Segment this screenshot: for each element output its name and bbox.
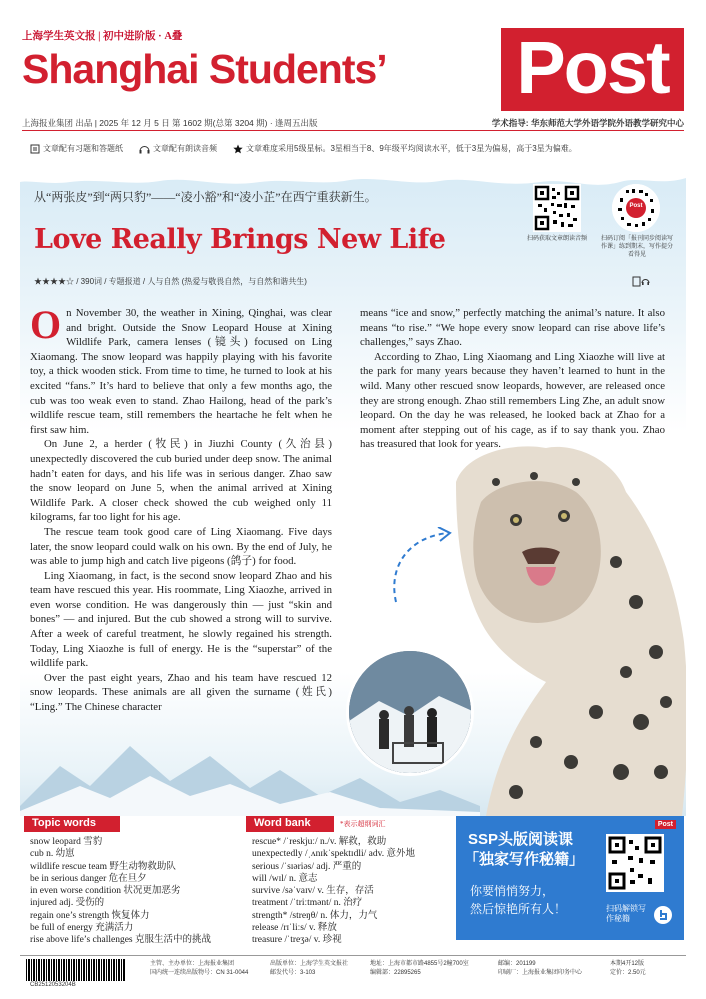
topic-word: be in serious danger 危在旦夕 [30, 873, 147, 884]
barcode [26, 959, 126, 981]
subscribe-qr-caption: 扫码订阅「报刊同步阅读写作课」练到期末，写作提分看得见 [600, 236, 673, 258]
ad-subtitle: 「独家写作秘籍」 [464, 851, 585, 868]
audio-qr-code[interactable] [533, 184, 581, 232]
topic-word: rise above life’s challenges 克服生活中的挑战 [30, 935, 211, 946]
word-entry: rescue* /ˈreskjuː/ n./v. 解救，救助 [252, 837, 387, 847]
word-entry: treasure /ˈtreʒə/ v. 珍视 [252, 935, 342, 946]
word-entry: will /wɪl/ n. 意志 [252, 873, 318, 884]
audio-qr-caption: 扫码获取文章朗读音频 [526, 236, 587, 242]
topic-word: wildlife rescue team 野生动物救助队 [30, 861, 176, 872]
word-entry: release /rɪˈliːs/ v. 释放 [252, 923, 337, 934]
advisor-line: 学术指导: 华东师范大学外语学院外语教学研究中心 [491, 118, 684, 128]
post-logo-box [501, 28, 684, 111]
post-logo-text: Post [516, 26, 669, 109]
vocabulary-section [20, 816, 686, 946]
brand-title: Shanghai Students’ [22, 46, 387, 92]
topic-words-title: Topic words [24, 816, 120, 832]
star-icon [233, 144, 243, 154]
writing-course-ad[interactable] [456, 816, 684, 940]
article-teaser: 从“两张皮”到“两只豹”——“凌小豁”和“凌小芷”在西宁重获新生。 [34, 190, 377, 204]
ad-slogan-1: 你要悄悄努力， [470, 884, 555, 898]
word-entry: survive /səˈvaɪv/ v. 生存，存活 [252, 886, 374, 897]
topic-word: snow leopard 雪豹 [30, 837, 103, 847]
publisher-line: 上海报业集团 出品 | 2025 年 12 月 5 日 第 1602 期(总第 3204 期) · 逢周五出版 [22, 118, 318, 128]
article-column-1 [30, 302, 332, 715]
paragraph-2: On June 2, a herder (牧民) in Jiuzhi County (久治县) unexpectedly discovered the cub buried under deep snow. The animal hadn’t eaten for days, and his life was in serious danger. Zhao saw the snow leopard on June 5, when the animal arrived at Xining Wildlife Park. A closer check showed the cub weighed only 11 kilograms, far too light for his age. [30, 438, 332, 524]
footer-col-3: 地址：上海市都市路4855号2幢700室 编辑部：22895265 [370, 961, 469, 976]
word-entry: unexpectedly /ˌʌnɪkˈspektɪdli/ adv. 意外地 [252, 849, 415, 860]
page-footer [20, 955, 686, 991]
article-meta: ★★★★☆ / 390词 / 专题报道 / 人与自然 (热爱与敬畏自然，与自然和谐共生) [34, 277, 307, 286]
topic-word: cub n. 幼崽 [30, 849, 75, 860]
paragraph-3: The rescue team took good care of Ling Xiaomang. Five days later, the snow leopard could walk on his own. By the end of July, he was able to jump high and catch live pigeons (鸽子) for food. [30, 525, 332, 568]
word-entry: serious /ˈsɪəriəs/ adj. 严重的 [252, 861, 362, 872]
topic-word: in even worse condition 状况更加恶劣 [30, 886, 181, 897]
article-tips [30, 143, 577, 154]
subscribe-qr-code[interactable] [612, 184, 660, 232]
topic-word: regain one’s strength 恢复体力 [30, 910, 150, 921]
topic-word: injured adj. 受伤的 [30, 898, 105, 909]
snow-mountains-decoration [20, 726, 480, 816]
ad-badge: Post [655, 820, 676, 829]
footer-col-1: 主管、主办单位：上海报业集团 国内统一连续出版物号：CN 31-0044 [150, 961, 249, 976]
topic-words-list [30, 836, 211, 947]
paragraph-4: Ling Xiaomang, in fact, is the second snow leopard Zhao and his team have rescued this year. His roommate, Ling Xiaozhe, arrived in even worse condition. He was dangerously thin — just “skin and bones” — and injured. But the cub showed a strong will to survive. After a week of careful treatment, he slowly regained his strength. Today, Ling Xiaozhe is full of energy. He is the “superstar” of the wildlife park. [30, 569, 332, 670]
word-bank-note: *表示超纲词汇 [340, 820, 386, 828]
ad-slogan-2: 然后惊艳所有人！ [470, 902, 567, 916]
paragraph-7: According to Zhao, Ling Xiaomang and Ling Xiaozhe will live at the park for many years because they haven’t learned to hunt in the wild. Many other rescued snow leopards, however, are released once they are strong enough. Zhao still remembers Ling Zhe, an adult snow leopard. On the day he was released, he looked back at Zhao for a moment after stepping out of his cage, as if to say thank you. Zhao has treasured that look for years. [360, 350, 665, 451]
ad-qr-code[interactable] [606, 834, 664, 892]
article-column-2 [360, 306, 665, 452]
word-entry: strength* /streŋθ/ n. 体力，力气 [252, 910, 378, 921]
ad-cta: 扫码解锁写作秘籍 [606, 904, 646, 923]
edition-line: 上海学生英文报 | 初中进阶版 · A叠 [22, 31, 183, 42]
article-headline: Love Really Brings New Life [34, 224, 446, 255]
pointer-hand-icon [654, 906, 672, 924]
feature-article [20, 172, 686, 816]
book-audio-icon [632, 276, 650, 287]
publication-info-bar [22, 117, 684, 131]
word-bank-list [252, 836, 415, 947]
document-icon [30, 144, 40, 154]
topic-word: be full of energy 充满活力 [30, 923, 134, 934]
tip-exercise: 文章配有习题和答题纸 [30, 143, 123, 154]
subscribe-qr-badge: Post [629, 203, 643, 209]
tip-audio: 文章配有朗读音频 [139, 143, 217, 154]
ad-title: SSP头版阅读课 [468, 831, 574, 848]
word-entry: treatment /ˈtriːtmənt/ n. 治疗 [252, 898, 363, 909]
drop-cap: O [30, 302, 62, 347]
paragraph-5: Over the past eight years, Zhao and his team have rescued 12 snow leopards. These animals are all given the surname (姓氏) “Ling.” The Chinese character [30, 671, 332, 714]
headphones-icon [139, 144, 150, 154]
paragraph-6: means “ice and snow,” perfectly matching the animal’s nature. It also means “to rise.” “We hope every snow leopard can rise above life’s challenges,” says Zhao. [360, 307, 665, 349]
footer-col-2: 出版单位：上海学生英文报社 邮发代号：3-103 [270, 961, 349, 976]
footer-col-4: 邮编：201199 印刷厂：上海报业集团印务中心 [498, 961, 583, 976]
barcode-text: CB2512053204B [30, 982, 76, 988]
word-bank-title: Word bank [246, 816, 334, 832]
footer-col-5: 本期4开12版 定价：2.50元 [610, 961, 646, 976]
tip-difficulty: 文章难度采用5级星标。3星相当于8、9年级平均阅读水平，低于3星为偏易，高于3星为偏难。 [233, 143, 577, 154]
paragraph-1: On November 30, the weather in Xining, Qinghai, was clear and bright. Outside the Snow Leopard House at Xining Wildlife Park, camera lenses (镜头) focused on Ling Xiaomang. The snow leopard was happily playing with his favorite toy, a thick wooden stick. From time to time, he turned to look at his excited “fans.” It’s hard to believe that only a few months ago, the cub was too weak even to stand. Zhao Hailong, head of the park’s wildlife rescue team, still remembers the heartache he felt when he first saw him. [30, 302, 332, 436]
